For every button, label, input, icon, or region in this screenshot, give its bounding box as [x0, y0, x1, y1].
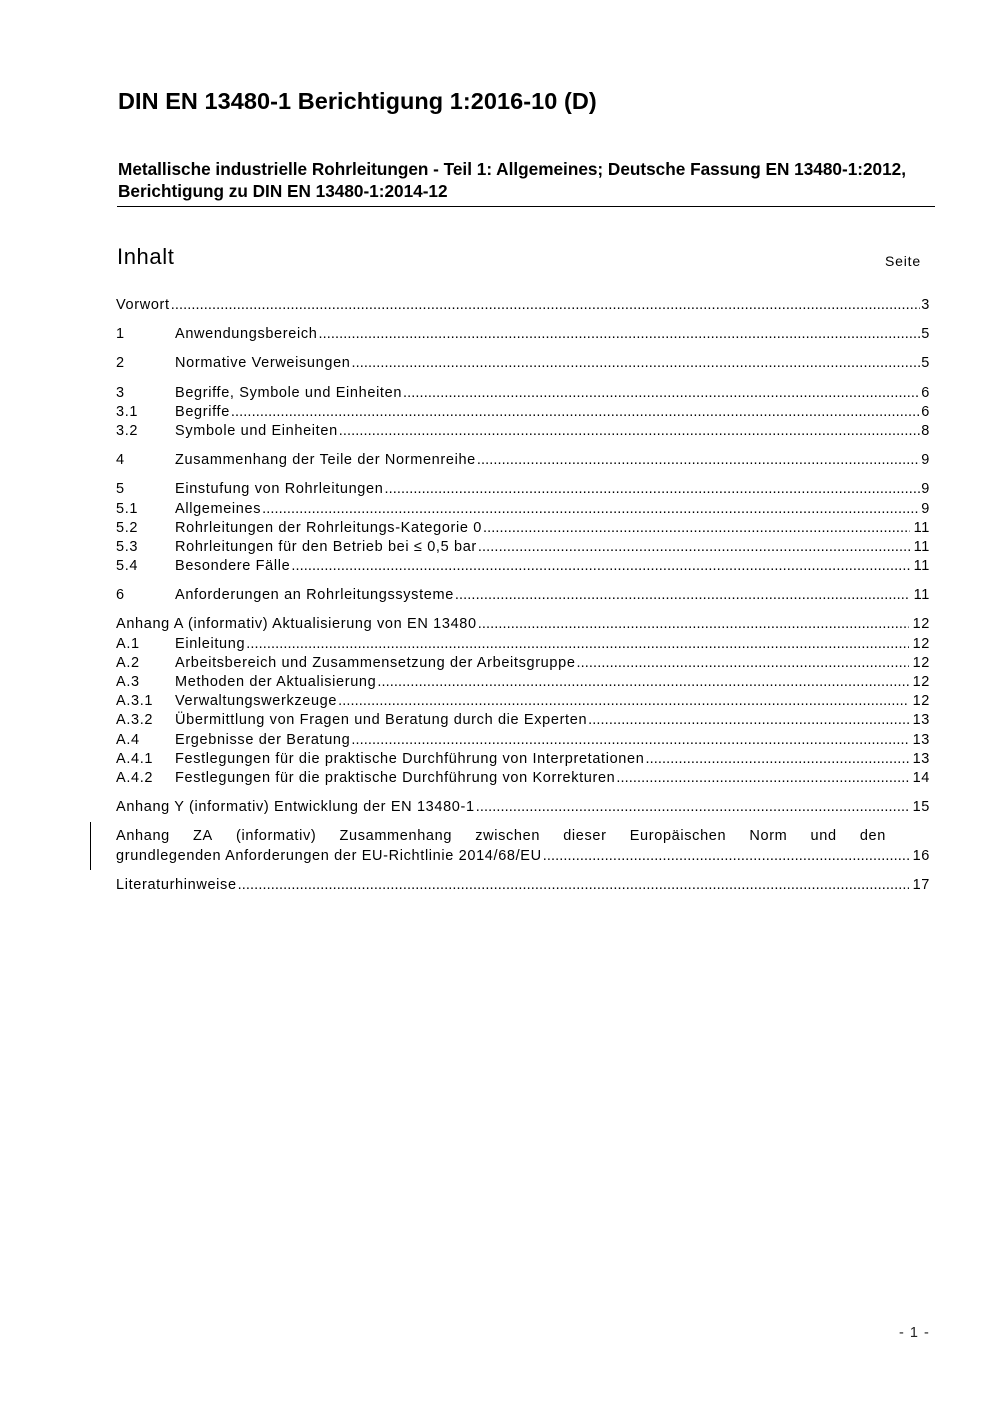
toc-entry-number: A.4.1: [116, 750, 154, 767]
toc-group: [116, 827, 930, 865]
toc-entry-number: 3.1: [116, 403, 139, 420]
toc-leader-dots: [338, 692, 908, 711]
toc-entry[interactable]: [116, 586, 930, 605]
toc-entry-title: Allgemeines: [175, 500, 262, 517]
toc-entry[interactable]: [116, 876, 930, 895]
toc-entry[interactable]: [116, 538, 930, 557]
toc-entry-title: Übermittlung von Fragen und Beratung durch die Experten: [175, 712, 588, 729]
toc-entry-number: 5: [116, 481, 125, 498]
toc-leader-dots: [318, 325, 920, 344]
toc-entry[interactable]: [116, 451, 930, 470]
toc-entry-page: 6: [921, 403, 930, 420]
toc-entry[interactable]: [116, 711, 930, 730]
title-divider: [117, 206, 935, 207]
toc-entry-title: Verwaltungswerkzeuge: [175, 693, 338, 710]
toc-word: den: [859, 828, 886, 845]
toc-entry-number: 5.2: [116, 519, 139, 536]
toc-entry-title: Anhang Y (informativ) Entwicklung der EN 13480-1: [116, 799, 475, 816]
toc-entry-page: 15: [912, 799, 930, 816]
toc-leader-dots: [577, 654, 909, 673]
toc-word: Norm: [749, 828, 788, 845]
toc-entry[interactable]: [116, 615, 930, 634]
toc-leader-dots: [291, 557, 909, 576]
toc-entry-number: 3.2: [116, 422, 139, 439]
toc-entry-title: Zusammenhang der Teile der Normenreihe: [175, 452, 476, 469]
toc-word: zwischen: [475, 828, 541, 845]
toc-leader-dots: [483, 519, 910, 538]
toc-entry-number: 1: [116, 326, 125, 343]
toc-entry[interactable]: [116, 750, 930, 769]
toc-entry-title: Symbole und Einheiten: [175, 422, 338, 439]
toc-word: ZA: [193, 828, 213, 845]
toc-entry[interactable]: [116, 403, 930, 422]
toc-word: Europäischen: [629, 828, 727, 845]
toc-entry-number: 4: [116, 452, 125, 469]
toc-entry-page: 12: [912, 674, 930, 690]
toc-entry-page: 11: [913, 519, 930, 536]
toc-group: [116, 384, 930, 442]
toc-entry-title: Normative Verweisungen: [175, 355, 351, 372]
toc-leader-dots: [352, 354, 921, 373]
toc-entry[interactable]: [116, 798, 930, 817]
toc-group: [116, 325, 930, 344]
toc-entry-number: A.3.2: [116, 712, 154, 729]
toc-leader-dots: [645, 750, 908, 769]
toc-entry[interactable]: [116, 635, 930, 654]
change-bar: [90, 822, 91, 870]
toc-group: [116, 586, 930, 605]
toc-entry-title: Einstufung von Rohrleitungen: [175, 481, 384, 498]
toc-entry[interactable]: [116, 847, 930, 866]
toc-page-column-heading: Seite: [885, 253, 921, 269]
toc-entry-number: A.3.1: [116, 693, 154, 710]
toc-entry-title: Festlegungen für die praktische Durchführung von Interpretationen: [175, 750, 645, 767]
toc-group: [116, 615, 930, 788]
toc-group: [116, 480, 930, 576]
toc-leader-dots: [262, 500, 920, 519]
toc-entry[interactable]: [116, 296, 930, 315]
toc-entry-title: Festlegungen für die praktische Durchführung von Korrekturen: [175, 769, 616, 786]
toc-leader-dots: [377, 673, 908, 692]
toc-leader-dots: [171, 296, 921, 315]
toc-entry-title: Anwendungsbereich: [175, 326, 318, 343]
toc-entry[interactable]: [116, 354, 930, 373]
toc-entry-number: A.4.2: [116, 769, 154, 786]
toc-entry[interactable]: [116, 731, 930, 750]
toc-group: [116, 296, 930, 315]
toc-entry[interactable]: [116, 654, 930, 673]
toc-entry-page: 11: [913, 538, 930, 555]
toc-entry-page: 8: [921, 422, 930, 439]
toc-entry[interactable]: [116, 692, 930, 711]
toc-entry-page: 13: [912, 712, 930, 729]
toc-entry-number: 6: [116, 587, 125, 604]
toc-entry-number: 5.3: [116, 538, 139, 555]
toc-entry-number: A.2: [116, 654, 140, 671]
toc-entry-title: Rohrleitungen der Rohrleitungs-Kategorie 0: [175, 519, 482, 536]
toc-entry-number: A.4: [116, 731, 140, 748]
toc-entry-page: 9: [921, 500, 930, 517]
toc-leader-dots: [246, 635, 908, 654]
toc-entry-title: Literaturhinweise: [116, 876, 237, 893]
toc-leader-dots: [384, 480, 920, 499]
toc-leader-dots: [351, 731, 908, 750]
toc-word: dieser: [563, 828, 607, 845]
toc-entry-page: 13: [912, 731, 930, 748]
toc-leader-dots: [588, 711, 908, 730]
toc-group: [116, 354, 930, 373]
toc-entry-title: Einleitung: [175, 635, 246, 652]
toc-entry-page: 12: [912, 616, 930, 633]
toc-entry-line[interactable]: [116, 827, 930, 846]
toc-entry-page: 12: [912, 693, 930, 710]
toc-word: und: [810, 828, 837, 845]
toc-entry-title: Begriffe: [175, 403, 230, 420]
toc-leader-dots: [403, 384, 920, 403]
toc-leader-dots: [339, 422, 921, 441]
toc-leader-dots: [455, 586, 910, 605]
toc-entry-title: Ergebnisse der Beratung: [175, 731, 351, 748]
toc-entry[interactable]: [116, 422, 930, 441]
toc-leader-dots: [478, 615, 909, 634]
page-number: - 1 -: [899, 1325, 930, 1341]
toc-entry[interactable]: [116, 384, 930, 403]
toc-entry-number: A.3: [116, 674, 140, 690]
toc-entry-number: 5.4: [116, 558, 139, 575]
toc-entry-title: Methoden der Aktualisierung: [175, 674, 377, 690]
toc-entry-number: 3: [116, 384, 125, 401]
toc-entry-title: grundlegenden Anforderungen der EU-Richtlinie 2014/68/EU: [116, 847, 542, 864]
toc-word: Zusammenhang: [339, 828, 453, 845]
toc-word: Anhang: [116, 828, 170, 845]
toc-entry-page: 6: [921, 384, 930, 401]
toc-entry-page: 17: [912, 876, 930, 893]
toc-leader-dots: [476, 798, 909, 817]
toc-heading: Inhalt: [117, 244, 175, 269]
toc-leader-dots: [616, 769, 908, 788]
toc-entry[interactable]: [116, 519, 930, 538]
toc-entry-page: 16: [912, 847, 930, 864]
toc-word: (informativ): [236, 828, 317, 845]
toc-entry-page: 14: [912, 769, 930, 786]
toc-entry[interactable]: [116, 673, 930, 692]
toc-entry[interactable]: [116, 500, 930, 519]
toc-entry-page: 11: [913, 558, 930, 575]
toc-entry-page: 3: [921, 297, 930, 313]
toc-entry-page: 11: [913, 587, 930, 604]
table-of-contents: [116, 296, 930, 905]
toc-entry-page: 9: [921, 452, 930, 469]
toc-leader-dots: [231, 403, 920, 422]
toc-leader-dots: [238, 876, 909, 895]
toc-entry[interactable]: [116, 769, 930, 788]
toc-entry-page: 5: [921, 355, 930, 372]
toc-entry-page: 12: [912, 635, 930, 652]
toc-entry-title: Anforderungen an Rohrleitungssysteme: [175, 587, 454, 604]
toc-entry-number: 2: [116, 355, 125, 372]
toc-entry-number: A.1: [116, 635, 140, 652]
toc-entry-title: Arbeitsbereich und Zusammensetzung der Arbeitsgruppe: [175, 654, 576, 671]
toc-entry[interactable]: [116, 557, 930, 576]
toc-group: [116, 876, 930, 895]
document-title: DIN EN 13480-1 Berichtigung 1:2016-10 (D): [118, 88, 597, 114]
toc-entry-page: 5: [921, 326, 930, 343]
toc-group: [116, 798, 930, 817]
toc-leader-dots: [477, 451, 920, 470]
toc-entry-title: Begriffe, Symbole und Einheiten: [175, 384, 403, 401]
toc-entry-page: 9: [921, 481, 930, 498]
toc-leader-dots: [543, 847, 909, 866]
toc-group: [116, 451, 930, 470]
toc-leader-dots: [478, 538, 910, 557]
toc-entry[interactable]: [116, 325, 930, 344]
toc-entry-text-line1: [116, 827, 886, 846]
toc-entry-page: 12: [912, 654, 930, 671]
document-subtitle: Metallische industrielle Rohrleitungen - Teil 1: Allgemeines; Deutsche Fassung EN 13480-1:2012, Berichtigung zu DIN EN 13480-1:2014-12: [118, 159, 906, 201]
toc-entry-title: Besondere Fälle: [175, 558, 291, 575]
toc-entry-number: 5.1: [116, 500, 139, 517]
toc-entry-title: Rohrleitungen für den Betrieb bei ≤ 0,5 bar: [175, 538, 477, 555]
toc-entry-title: Vorwort: [116, 297, 170, 313]
toc-entry-title: Anhang A (informativ) Aktualisierung von EN 13480: [116, 616, 477, 633]
toc-entry-page: 13: [912, 750, 930, 767]
toc-entry[interactable]: [116, 480, 930, 499]
